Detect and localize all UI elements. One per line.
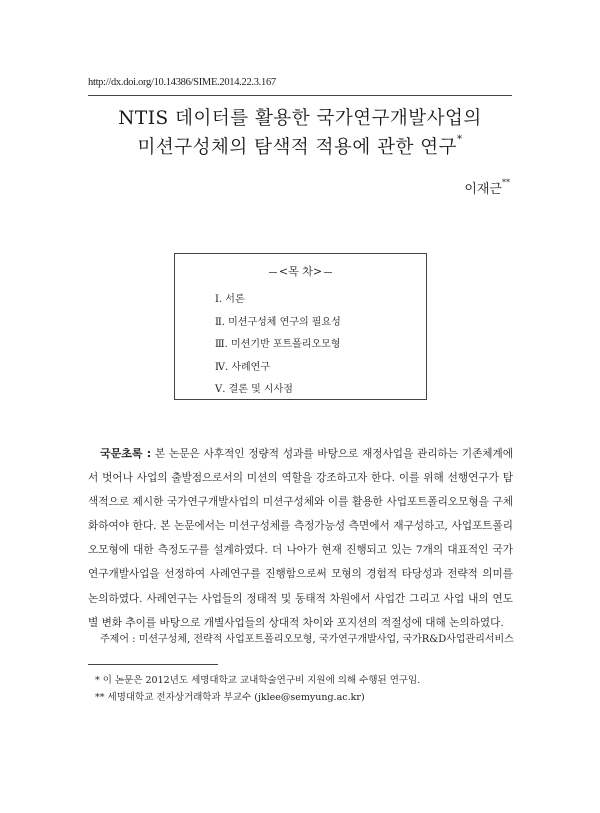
author <box>464 178 510 197</box>
toc-dash-left <box>269 272 277 273</box>
footnote-2: ** 세명대학교 전자상거래학과 부교수 (jklee@semyung.ac.kr) <box>95 692 365 703</box>
footnote-1: * 이 논문은 2012년도 세명대학교 교내학술연구비 지원에 의해 수행된 연구임. <box>95 675 421 686</box>
paper-title-line-2 <box>88 133 512 159</box>
keywords: 주제어 : 미션구성체, 전략적 사업포트폴리오모형, 국가연구개발사업, 국가R&D사업관리서비스 <box>100 634 514 645</box>
toc-item-3[interactable]: Ⅲ. 미션기반 포트폴리오모형 <box>215 339 341 350</box>
title-text-1: NTIS 데이터를 활용한 국가연구개발사업의 <box>118 108 482 129</box>
footnote-rule <box>88 664 218 665</box>
table-of-contents <box>174 253 427 400</box>
author-footnote-mark[interactable]: ** <box>502 177 510 187</box>
toc-item-4[interactable]: Ⅳ. 사례연구 <box>215 361 270 373</box>
toc-item-2[interactable]: Ⅱ. 미션구성체 연구의 필요성 <box>215 316 341 328</box>
header-rule <box>88 95 512 96</box>
abstract-text: 본 논문은 사후적인 정량적 성과를 바탕으로 재정사업을 관리하는 기존체계에서 벗어나 사업의 출발점으로서의 미션의 역할을 강조하고자 한다. 이를 위해 선행연구가 탐색적으로 제시한 국가연구개발사업의 미션구성체와 이를 활용한 사업포트폴리오모형을 구체화하여야 한다. 본 논문에서는 미션구성체를 측정가능성 측면에서 재구성하고, 사업포트폴리오모형에 대한 측정도구를 설계하였다. 더 나아가 현재 진행되고 있는 7개의 대표적인 국가연구개발사업을 선정하여 사례연구를 진행함으로써 모형의 경험적 타당성과 전략적 의미를 논의하였다. 사례연구는 사업들의 정태적 및 동태적 차원에서 사업간 그리고 사업 내의 연도별 변화 추이를 바탕으로 개별사업들의 상대적 차이와 포지션의 적절성에 대해 논의하였다. <box>88 448 514 629</box>
paper-title-line-1 <box>88 104 512 130</box>
title-footnote-mark[interactable]: * <box>456 133 463 145</box>
abstract-label: 국문초록 : <box>100 447 152 460</box>
toc-item-5[interactable]: Ⅴ. 결론 및 시사점 <box>215 384 293 395</box>
title-text-2: 미션구성체의 탐색적 적용에 관한 연구 <box>137 137 457 158</box>
toc-heading-text: 목 차 <box>288 265 313 278</box>
toc-heading: <목 차> <box>175 263 426 279</box>
doi-link[interactable]: http://dx.doi.org/10.14386/SIME.2014.22.3.167 <box>88 77 276 88</box>
author-name: 이재근 <box>464 182 502 197</box>
toc-item-1[interactable]: Ⅰ. 서론 <box>215 294 245 305</box>
toc-dash-right <box>324 272 332 273</box>
korean-abstract <box>88 442 513 635</box>
